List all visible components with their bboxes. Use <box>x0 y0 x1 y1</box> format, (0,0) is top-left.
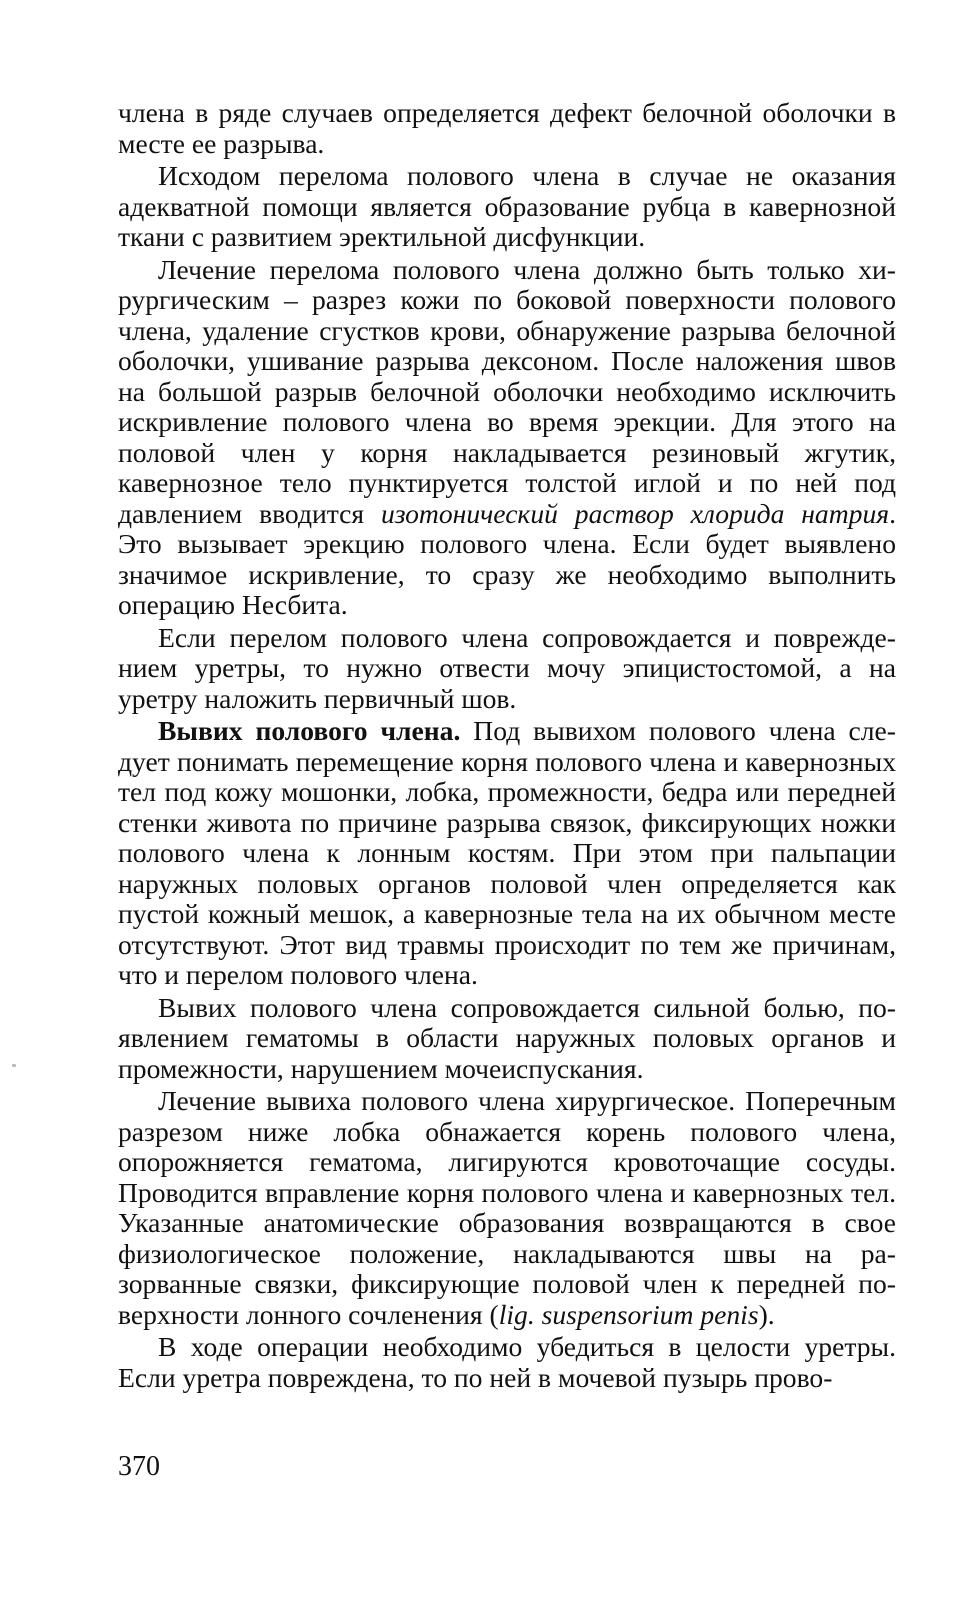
italic-term: изотонический раствор хлорида натрия <box>380 497 890 529</box>
paragraph <box>118 1086 896 1330</box>
paragraph-text: В ходе операции необходимо убедиться в целости уретры. Если уретра повреждена, то по ней в мочевой пузырь прово- <box>118 1331 896 1393</box>
section-heading: Вывих полового члена. <box>158 715 461 746</box>
paragraph <box>118 993 896 1085</box>
paragraph-text: Исходом перелома полового члена в случае не оказания адекватной помощи является образование рубца в кавернозной ткани с развитием эректильной дисфункции. <box>118 160 896 252</box>
page-body <box>118 98 896 1393</box>
paragraph-text: Под вывихом полового члена следует понимать перемещение корня полового члена и кавернозных тел под кожу мошонки, лобка, промежности, бедра или передней стенки живота по причине разрыва связок, фиксирующих ножки полового члена к лонным костям. При этом при пальпации наружных половых органов половой член определяется как пустой кожный мешок, а кавернозные тела на их обычном месте отсутствуют. Этот вид травмы происходит по тем же причинам, что и перелом полового члена. <box>118 715 896 990</box>
paragraph <box>118 716 896 991</box>
italic-term: lig. suspensorium penis <box>498 1298 759 1330</box>
paragraph <box>118 623 896 715</box>
page-number: 370 <box>118 1451 160 1482</box>
paragraph <box>118 255 896 621</box>
scan-speck <box>12 1064 16 1067</box>
paragraph-text: члена в ряде случаев определяется дефект белочной оболочки в месте ее разрыва. <box>118 97 896 159</box>
paragraph <box>118 1332 896 1393</box>
paragraph-text: ). <box>758 1298 775 1330</box>
paragraph-text: . Это вызывает эрекцию полового члена. Если будет выявлено значимое искривление, то сразу же необходимо выполнить операцию Несбита. <box>118 497 896 620</box>
paragraph-text: Лечение перелома полового члена должно быть только хирургическим – разрез кожи по боковой поверхности полового члена, удаление сгустков крови, обнаружение разрыва белочной оболочки, ушивание разрыва дексоном. После наложения швов на большой разрыв белочной оболочки необходимо исключить искривление полового члена во время эрекции. Для этого на половой член у корня накладывается резиновый жгутик, кавернозное тело пунктируется толстой иглой и по ней под давлением вводится <box>118 253 896 529</box>
paragraph <box>118 98 896 159</box>
paragraph-text: Лечение вывиха полового члена хирургическое. Поперечным разрезом ниже лобка обнажается корень полового члена, опорожняется гематома, лигируются кровоточащие сосуды. Проводится вправление корня полового члена и кавернозных тел. Указанные анатомические образования возвращаются в свое физиологическое положение, накладываются швы на разорванные связки, фиксирующие половой член к передней поверхности лонного сочленения ( <box>118 1085 896 1330</box>
paragraph <box>118 161 896 253</box>
paragraph-text: Если перелом полового члена сопровождается и повреждением уретры, то нужно отвести мочу эпицистостомой, а на уретру наложить первичный шов. <box>118 621 896 714</box>
paragraph-text: Вывих полового члена сопровождается сильной болью, появлением гематомы в области наружных половых органов и промежности, нарушением мочеиспускания. <box>118 991 896 1084</box>
